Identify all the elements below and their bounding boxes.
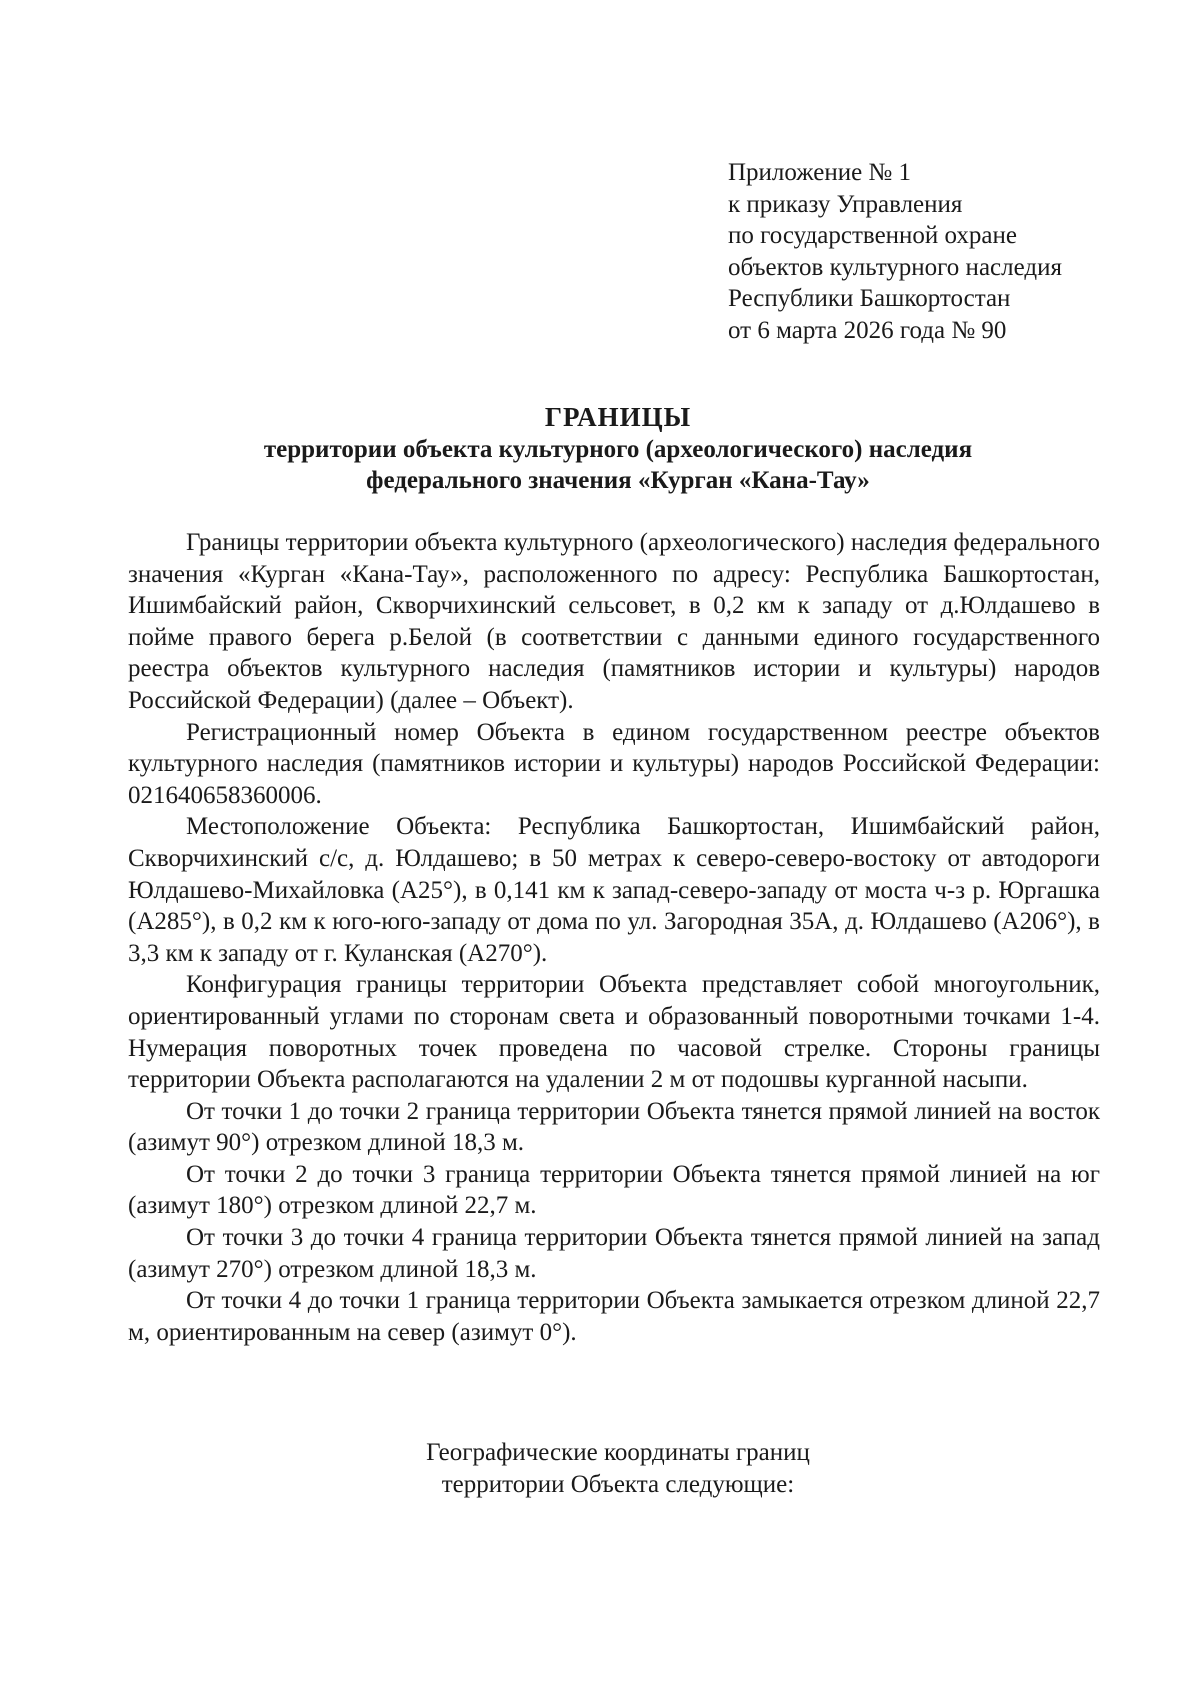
attachment-line: от 6 марта 2026 года № 90	[728, 316, 1007, 344]
coordinates-heading-line: Географические координаты границ	[426, 1439, 810, 1466]
document-heading	[128, 400, 1108, 496]
attachment-note	[728, 157, 1158, 346]
paragraph-location: Местоположение Объекта: Республика Башкортостан, Ишимбайский район, Скворчихинский с/с, д. Юлдашево; в 50 метрах к северо-северо-востоку от автодороги Юлдашево-Михайловка (А25°), в 0,141 км к запад-северо-западу от моста ч-з р. Юргашка (А285°), в 0,2 км к юго-юго-западу от дома по ул. Загородная 35А, д. Юлдашево (А206°), в 3,3 км к западу от г. Куланская (А270°).	[128, 813, 1100, 967]
attachment-line: по государственной охране	[728, 222, 1018, 249]
document-subtitle-line: федерального значения «Курган «Кана-Тау»	[366, 467, 870, 494]
paragraph-segment-3-4: От точки 3 до точки 4 граница территории Объекта тянется прямой линией на запад (азимут 270°) отрезком длиной 18,3 м.	[128, 1224, 1100, 1283]
document-subtitle-line: территории объекта культурного (археологического) наследия	[263, 436, 973, 463]
attachment-line: объектов культурного наследия	[728, 253, 1062, 281]
paragraph-registration-number: Регистрационный номер Объекта в едином государственном реестре объектов культурного наследия (памятников истории и культуры) народов Российской Федерации: 021640658360006.	[128, 718, 1100, 809]
attachment-line: Республики Башкортостан	[728, 285, 1011, 312]
document-title: ГРАНИЦЫ	[544, 402, 692, 432]
coordinates-heading	[128, 1437, 1108, 1501]
paragraph-segment-1-2: От точки 1 до точки 2 граница территории Объекта тянется прямой линией на восток (азимут 90°) отрезком длиной 18,3 м.	[128, 1097, 1100, 1157]
paragraph-segment-4-1: От точки 4 до точки 1 граница территории Объекта замыкается отрезком длиной 22,7 м, ориентированным на север (азимут 0°).	[128, 1287, 1100, 1346]
coordinates-heading-line: территории Объекта следующие:	[441, 1471, 795, 1498]
paragraph-segment-2-3: От точки 2 до точки 3 граница территории Объекта тянется прямой линией на юг (азимут 180°) отрезком длиной 22,7 м.	[128, 1160, 1100, 1220]
document-body	[128, 527, 1100, 1348]
paragraph-boundaries: Границы территории объекта культурного (археологического) наследия федерального значения «Курган «Кана-Тау», расположенного по адресу: Республика Башкортостан, Ишимбайский район, Скворчихинский сельсовет, в 0,2 км к западу от д.Юлдашево в пойме правого берега р.Белой (в соответствии с данными единого государственного реестра объектов культурного наследия (памятников истории и культуры) народов Российской Федерации) (далее – Объект).	[128, 529, 1100, 714]
attachment-line: к приказу Управления	[728, 190, 963, 218]
paragraph-configuration: Конфигурация границы территории Объекта представляет собой многоугольник, ориентированный углами по сторонам света и образованный поворотными точками 1-4. Нумерация поворотных точек проведена по часовой стрелке. Стороны границы территории Объекта располагаются на удалении 2 м от подошвы курганной насыпи.	[128, 971, 1100, 1094]
attachment-line: Приложение № 1	[728, 159, 912, 186]
